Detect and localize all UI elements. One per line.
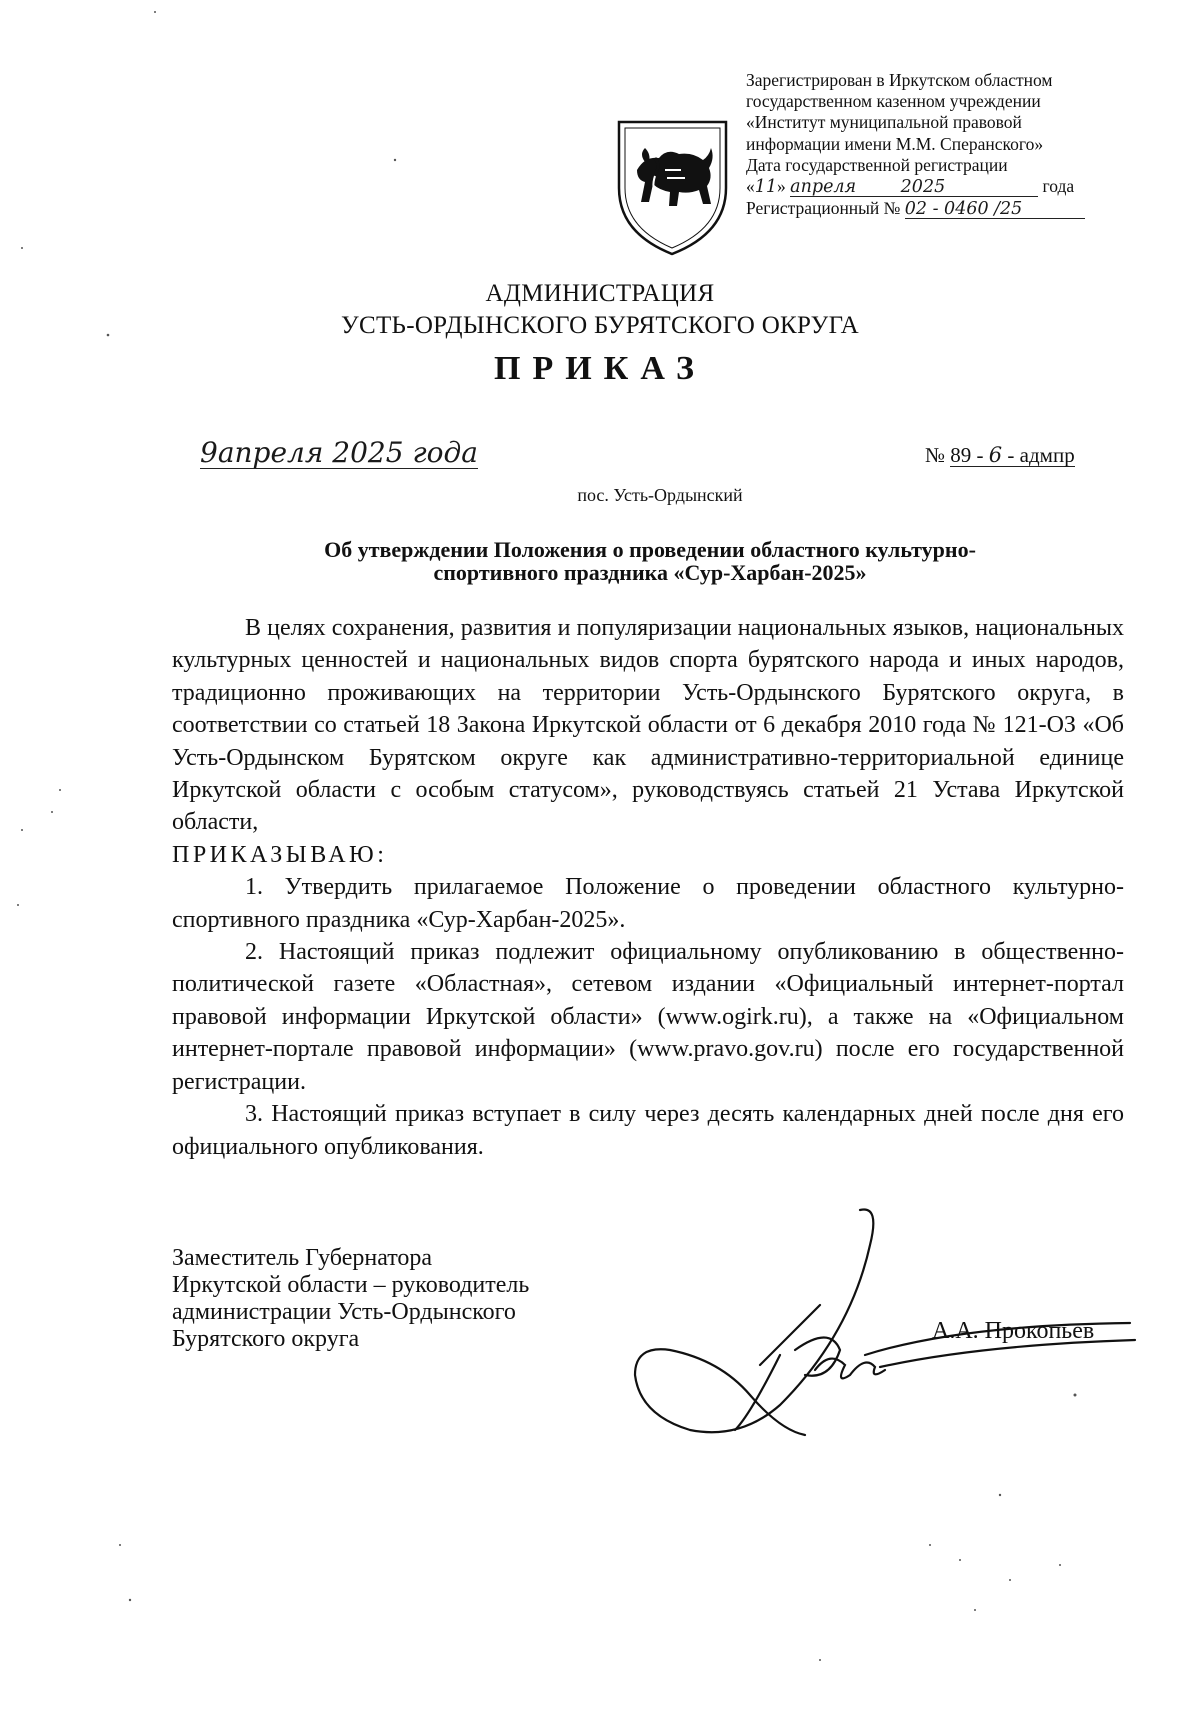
- order-item-3: 3. Настоящий приказ вступает в силу через десять календарных дней после дня его официального опубликования.: [172, 1101, 1124, 1160]
- order-place: пос. Усть-Ордынский: [577, 485, 743, 505]
- registration-line: государственном казенном учреждении: [746, 91, 1041, 112]
- registration-line: информации имени М.М. Сперанского»: [746, 133, 1044, 154]
- order-subject: Об утверждении Положения о проведении областного культурно- спортивного праздника «Сур-Харбан-2025»: [324, 537, 976, 585]
- order-number: № 89 - 6 - адмпр: [925, 443, 1075, 467]
- order-directive: ПРИКАЗЫВАЮ:: [172, 841, 388, 868]
- preamble-paragraph: В целях сохранения, развития и популяризации национальных языков, национальных культурных ценностей и национальных видов спорта бурятского народа и иных народов, традиционно проживающих на территории Усть-Ордынского Бурятского округа, в соответствии со статьей 18 Закона Иркутской области от 6 декабря 2010 года № 121-ОЗ «Об Усть-Ордынском Бурятском округе как административно-территориальной единице Иркутской области с особым статусом», руководствуясь статьей 21 Устава Иркутской области,: [172, 615, 1124, 836]
- registration-line: Дата государственной регистрации: [746, 154, 1008, 175]
- organization-name: АДМИНИСТРАЦИЯ: [485, 280, 715, 307]
- registration-number: Регистрационный № 02 - 0460 /25: [746, 198, 1126, 219]
- order-body: [172, 612, 1124, 1163]
- document-type: ПРИКАЗ: [494, 350, 706, 387]
- order-item-1: 1. Утвердить прилагаемое Положение о проведении областного культурно-спортивного праздника «Сур-Харбан-2025».: [172, 874, 1124, 933]
- signatory-position: Заместитель Губернатора Иркутской области – руководитель администрации Усть-Ордынского Бурятского округа: [172, 1245, 530, 1352]
- order-date-handwritten: 9апреля 2025 года: [200, 436, 478, 469]
- registration-stamp: [746, 70, 1126, 219]
- registration-number-value: 02 - 0460 /25: [905, 200, 1085, 219]
- registration-date: «11» апреля 2025 года: [746, 176, 1075, 198]
- order-item-2: 2. Настоящий приказ подлежит официальному опубликованию в общественно-политической газете «Областная», сетевом издании «Официальный интернет-портал правовой информации Иркутской области» (www.ogirk.ru), а также на «Официальном интернет-портале правовой информации» (www.pravo.gov.ru) после его государственной регистрации.: [172, 939, 1124, 1095]
- registration-date-month-year: апреля 2025: [790, 178, 1038, 197]
- registration-date-day: 11: [754, 177, 778, 198]
- registration-line: Зарегистрирован в Иркутском областном: [746, 70, 1053, 90]
- signatory-name: А.А. Прокопьев: [932, 1318, 1095, 1344]
- organization-region: УСТЬ-ОРДЫНСКОГО БУРЯТСКОГО ОКРУГА: [341, 312, 859, 339]
- registration-line: «Институт муниципальной правовой: [746, 112, 1022, 133]
- coat-of-arms-icon: [615, 118, 730, 258]
